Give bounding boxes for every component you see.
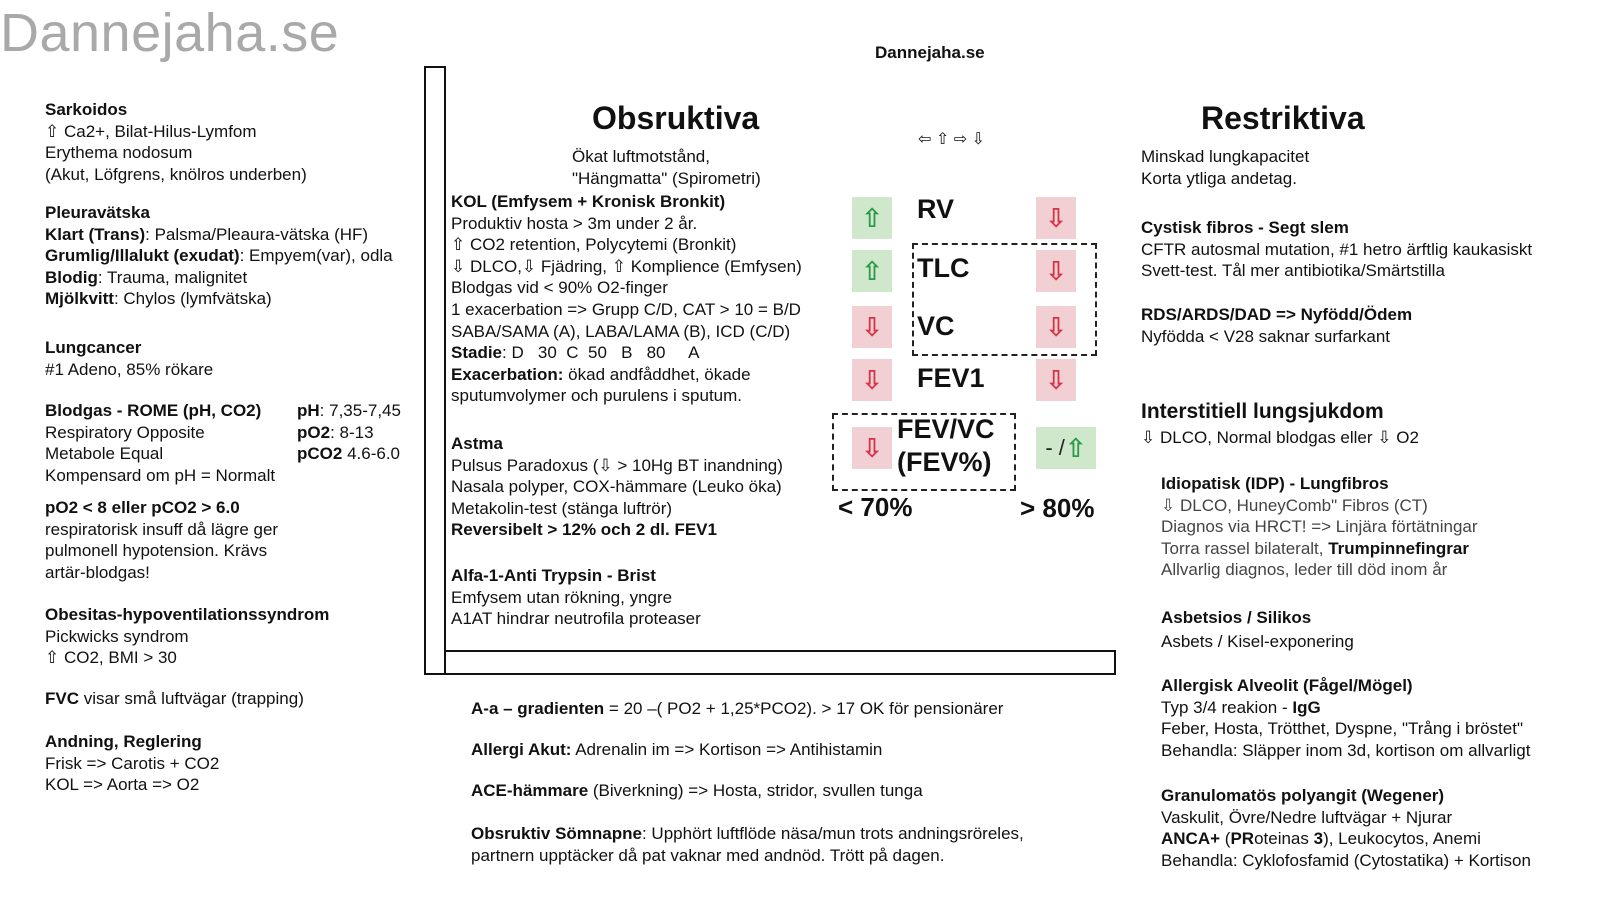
param-vc: VC <box>917 311 955 341</box>
kol-line: ⇧ CO2 retention, Polycytemi (Bronkit) <box>451 235 737 255</box>
vc-obstructive-down-arrow-icon: ⇩ <box>852 306 892 348</box>
arrow-legend: ⇦ ⇧ ⇨ ⇩ <box>918 131 985 148</box>
resp-heading: pO2 < 8 eller pCO2 > 6.0 <box>45 498 240 517</box>
panel-top-border <box>424 66 446 68</box>
fev1-obstructive-down-arrow-icon: ⇩ <box>852 359 892 401</box>
kol-line: ⇩ DLCO,⇩ Fjädring, ⇧ Komplience (Emfysen) <box>451 256 802 276</box>
sarkoidos-line: ⇧ Ca2+, Bilat-Hilus-Lymfom <box>45 121 257 141</box>
fvc-line: FVC visar små luftvägar (trapping) <box>45 689 304 708</box>
pleura-row: Mjölkvitt: Chylos (lymfvätska) <box>45 289 272 309</box>
tlc-restrictive-down-arrow-icon: ⇩ <box>1036 250 1076 292</box>
ild-line: ⇩ DLCO, Normal blodgas eller ⇩ O2 <box>1141 428 1419 447</box>
kol-heading: KOL (Emfysem + Kronisk Bronkit) <box>451 192 726 211</box>
gpa-section: Granulomatös polyangit (Wegener) Vaskulit, Övre/Nedre luftvägar + Njurar ANCA+ (PRoteinas 3), Leukocytos, Anemi Behandla: Cyklofosfamid (Cytostatika) + Kortison <box>1161 786 1531 870</box>
allergisk-heading: Allergisk Alveolit (Fågel/Mögel) <box>1161 676 1413 695</box>
tlc-obstructive-up-arrow-icon: ⇧ <box>852 250 892 292</box>
astma-line: Pulsus Paradoxus (⇩ > 10Hg BT inandning) <box>451 455 783 475</box>
obstructive-threshold: < 70% <box>838 492 913 522</box>
param-fev1: FEV1 <box>917 363 985 393</box>
sarkoidos-line: Erythema nodosum <box>45 143 193 163</box>
sarkoidos-heading: Sarkoidos <box>45 100 128 119</box>
panel-inner-bottom-border <box>444 650 1116 652</box>
astma-line: Nasala polyper, COX-hämmare (Leuko öka) <box>451 477 782 497</box>
param-tlc: TLC <box>917 253 970 283</box>
resp-insuff-section <box>45 497 278 583</box>
blodgas-section <box>45 400 275 486</box>
cf-heading: Cystisk fibros - Segt slem <box>1141 218 1349 237</box>
aa-gradient-note: A-a – gradienten = 20 –( PO2 + 1,25*PCO2). > 17 OK för pensionärer <box>471 699 1004 718</box>
vc-restrictive-down-arrow-icon: ⇩ <box>1036 306 1076 348</box>
blodgas-values <box>297 400 401 465</box>
somnapne-note: Obsruktiv Sömnapne: Upphört luftflöde näsa/mun trots andningsröreles, partnern upptäcker då pat vaknar med andnöd. Trött på dagen. <box>471 824 1024 865</box>
watermark: Dannejaha.se <box>0 3 340 63</box>
a1at-line: Emfysem utan rökning, yngre <box>451 587 673 607</box>
rds-heading: RDS/ARDS/DAD => Nyfödd/Ödem <box>1141 305 1413 324</box>
obstructive-title: Obsruktiva <box>592 100 760 136</box>
astma-heading: Astma <box>451 434 503 453</box>
allergi-akut-note: Allergi Akut: Adrenalin im => Kortison => Antihistamin <box>471 740 883 759</box>
kol-section <box>451 191 802 407</box>
lungcancer-line: #1 Adeno, 85% rökare <box>45 359 214 379</box>
restrictive-subtitle: Minskad lungkapacitet Korta ytliga andetag. <box>1141 147 1310 188</box>
idp-section: Idiopatisk (IDP) - Lungfibros ⇩ DLCO, HuneyComb" Fibros (CT) Diagnos via HRCT! => Linjära förtätningar Torra rassel bilateralt, Trumpinnefingrar Allvarlig diagnos, leder till död inom år <box>1161 474 1478 580</box>
rv-restrictive-down-arrow-icon: ⇩ <box>1036 197 1076 239</box>
kol-line: Blodgas vid < 90% O2-finger <box>451 278 668 298</box>
obesitas-line: Pickwicks syndrom <box>45 626 189 646</box>
andning-section <box>45 731 219 796</box>
obesitas-section <box>45 604 329 669</box>
rds-section: RDS/ARDS/DAD => Nyfödd/Ödem Nyfödda < V28 saknar surfarkant <box>1141 305 1413 346</box>
fev1-restrictive-down-arrow-icon: ⇩ <box>1036 359 1076 401</box>
a1at-heading: Alfa-1-Anti Trypsin - Brist <box>451 566 656 585</box>
panel-bottom-border <box>424 673 1116 675</box>
kol-line: SABA/SAMA (A), LABA/LAMA (B), ICD (C/D) <box>451 321 791 341</box>
po2-value: pO2: 8-13 <box>297 422 374 442</box>
andning-line: Frisk => Carotis + CO2 <box>45 753 220 773</box>
ph-value: pH: 7,35-7,45 <box>297 401 401 420</box>
param-fevvc: FEV/VC <box>897 414 995 444</box>
blodgas-line: Respiratory Opposite <box>45 422 205 442</box>
obesitas-heading: Obesitas-hypoventilationssyndrom <box>45 605 330 624</box>
resp-line: pulmonell hypotension. Krävs <box>45 541 268 561</box>
sarkoidos-line: (Akut, Löfgrens, knölros underben) <box>45 164 307 184</box>
blodgas-line: Metabole Equal <box>45 444 164 464</box>
fevvc-restrictive-normal-up-icon: - / ⇧ <box>1036 427 1096 469</box>
blodgas-heading: Blodgas - ROME (pH, CO2) <box>45 401 262 420</box>
kol-line: Produktiv hosta > 3m under 2 år. <box>451 213 698 233</box>
resp-line: artär-blodgas! <box>45 562 150 582</box>
resp-line: respiratorisk insuff då lägre ger <box>45 519 279 539</box>
astma-section <box>451 433 783 541</box>
panel-right-border <box>1114 650 1116 675</box>
asbest-section: Asbetsios / Silikos Asbets / Kisel-exponering <box>1161 608 1354 651</box>
kol-line: 1 exacerbation => Grupp C/D, CAT > 10 = B/D <box>451 299 801 319</box>
lungcancer-section <box>45 337 213 380</box>
allergisk-alveolit-section: Allergisk Alveolit (Fågel/Mögel) Typ 3/4 reakion - IgG Feber, Hosta, Trötthet, Dyspne, "Trång i bröstet" Behandla: Släpper inom 3d, kortison om allvarligt <box>1161 676 1531 760</box>
pleura-heading: Pleuravätska <box>45 203 150 222</box>
site-title: Dannejaha.se <box>875 43 985 62</box>
blodgas-line: Kompensard om pH = Normalt <box>45 465 276 485</box>
astma-line: Metakolin-test (stänga luftrör) <box>451 498 673 518</box>
idp-heading: Idiopatisk (IDP) - Lungfibros <box>1161 474 1389 493</box>
obstructive-subtitle: Ökat luftmotstånd, "Hängmatta" (Spirometri) <box>572 147 761 188</box>
kol-stadie: Stadie: D 30 C 50 B 80 A <box>451 343 700 363</box>
panel-inner-left-border <box>444 66 446 675</box>
sarkoidos-section <box>45 99 307 185</box>
a1at-line: A1AT hindrar neutrofila proteaser <box>451 609 701 629</box>
panel-outer-left-border <box>424 66 426 675</box>
astma-reversibel: Reversibelt > 12% och 2 dl. FEV1 <box>451 520 717 540</box>
pleura-row: Blodig: Trauma, malignitet <box>45 267 248 287</box>
pleura-row: Klart (Trans): Palsma/Pleaura-vätska (HF) <box>45 224 369 244</box>
restrictive-title: Restriktiva <box>1201 100 1365 136</box>
restrictive-threshold: > 80% <box>1020 493 1095 523</box>
ace-hammare-note: ACE-hämmare (Biverkning) => Hosta, stridor, svullen tunga <box>471 781 923 800</box>
kol-exacerbation: Exacerbation: ökad andfåddhet, ökade <box>451 364 751 384</box>
fevvc-obstructive-down-arrow-icon: ⇩ <box>852 427 892 469</box>
pleura-row: Grumlig/Illalukt (exudat): Empyem(var), odla <box>45 246 393 266</box>
rv-obstructive-up-arrow-icon: ⇧ <box>852 197 892 239</box>
cf-section: Cystisk fibros - Segt slem CFTR autosmal mutation, #1 hetro ärftlig kaukasiskt Svett-test. Tål mer antibiotika/Smärtstilla <box>1141 218 1533 281</box>
pco2-value: pCO2 4.6-6.0 <box>297 444 400 464</box>
ild-heading: Interstitiell lungsjukdom <box>1141 400 1384 423</box>
kol-exacerbation-cont: sputumvolymer och purulens i sputum. <box>451 386 743 406</box>
lungcancer-heading: Lungcancer <box>45 338 142 357</box>
param-fevpct: (FEV%) <box>897 447 992 477</box>
a1at-section <box>451 565 701 630</box>
param-rv: RV <box>917 194 955 224</box>
pleura-section <box>45 202 393 310</box>
obesitas-line: ⇧ CO2, BMI > 30 <box>45 648 177 668</box>
gpa-heading: Granulomatös polyangit (Wegener) <box>1161 786 1445 805</box>
andning-heading: Andning, Reglering <box>45 732 202 751</box>
andning-line: KOL => Aorta => O2 <box>45 775 200 795</box>
asbest-heading: Asbetsios / Silikos <box>1161 608 1312 627</box>
